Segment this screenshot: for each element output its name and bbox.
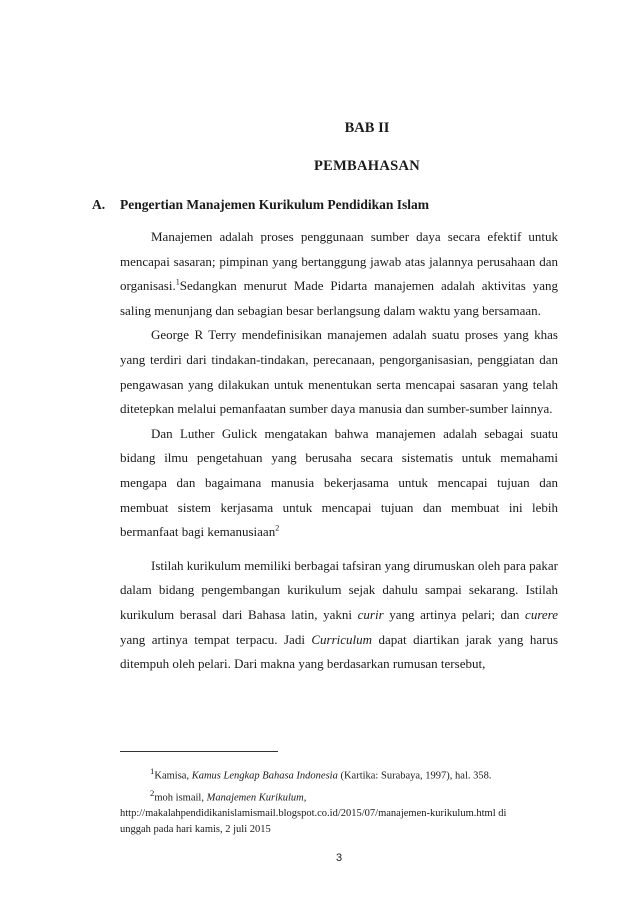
footnote-1-title: Kamus Lengkap Bahasa Indonesia bbox=[191, 770, 338, 782]
footnote-1-number: 1 bbox=[150, 766, 155, 776]
footnote-ref-1: 1 bbox=[175, 277, 180, 287]
section-letter: A. bbox=[92, 197, 106, 212]
paragraph-4 bbox=[120, 554, 558, 677]
paragraph-4-text-a: Istilah kurikulum memiliki berbagai tafsiran yang dirumuskan oleh para pakar dalam bidang pengembangan kurikulum sejak dahulu sampai sekarang. Istilah kurikulum berasal dari Bahasa latin, yakni bbox=[120, 557, 558, 622]
page-number: 3 bbox=[335, 852, 343, 864]
footnote-1-author: Kamisa, bbox=[154, 770, 192, 782]
paragraph-4-text-d: dapat diartikan jarak yang harus ditempuh oleh pelari. Dari makna yang berdasarkan rumusan tersebut, bbox=[120, 631, 558, 672]
chapter-title: PEMBAHASAN bbox=[313, 158, 421, 174]
paragraph-3 bbox=[120, 422, 558, 545]
paragraph-2: George R Terry mendefinisikan manajemen adalah suatu proses yang khas yang terdiri dari tindakan-tindakan, perecanaan, pengorganisasian, penggiatan dan pengawasan yang dilakukan untuk menentukan serta mencapai sasaran yang telah ditetepkan melalui pemanfaatan sumber daya manusia dan sumber-sumber lainnya. bbox=[120, 327, 558, 417]
footnote-2 bbox=[120, 785, 560, 807]
paragraph-4-text-b: yang artinya pelari; dan bbox=[383, 606, 526, 622]
term-curere: curere bbox=[525, 606, 559, 622]
body-text bbox=[120, 225, 558, 677]
footnote-divider bbox=[120, 751, 278, 752]
footnote-2-url[interactable]: http://makalahpendidikanislamismail.blogspot.co.id/2015/07/manajemen-kurikulum.html di bbox=[120, 808, 507, 819]
term-curir: curir bbox=[357, 606, 384, 622]
paragraph-3-text: Dan Luther Gulick mengatakan bahwa manajemen adalah sebagai suatu bidang ilmu pengetahuan yang berusaha secara sistematis untuk memahami mengapa dan bagaimana manusia bekerjasama untuk mencapai tujuan dan membuat sistem kerjasama untuk mencapai tujuan dan membuat ini lebih bermanfaat bagi kemanusiaan bbox=[120, 425, 558, 540]
paragraph-1-text-a: Manajemen adalah proses penggunaan sumber daya secara efektif untuk mencapai sasaran; pimpinan yang bertanggung jawab atas jalannya perusahaan dan organisasi. bbox=[120, 229, 558, 294]
section-title: Pengertian Manajemen Kurikulum Pendidikan Islam bbox=[120, 197, 430, 212]
paragraph-1 bbox=[120, 225, 558, 323]
footnote-1 bbox=[120, 763, 560, 785]
footnote-ref-2: 2 bbox=[275, 523, 280, 533]
paragraph-4-text-c: yang artinya tempat terpacu. Jadi bbox=[120, 631, 312, 647]
chapter-heading: BAB II bbox=[344, 120, 390, 136]
footnote-2-title: Manajemen Kurikulum, bbox=[206, 792, 307, 803]
term-curriculum: Curriculum bbox=[311, 631, 373, 647]
paragraph-1-text-b: Sedangkan menurut Made Pidarta manajemen adalah aktivitas yang saling menunjang dan sebagian besar berlangsung dalam waktu yang bersamaan. bbox=[120, 278, 558, 318]
footnote-2-number: 2 bbox=[150, 787, 155, 798]
footnote-2-author: moh ismail, bbox=[154, 792, 207, 803]
footnote-1-details: (Kartika: Surabaya, 1997), hal. 358. bbox=[337, 770, 492, 782]
footnote-2-details: unggah pada hari kamis, 2 juli 2015 bbox=[120, 824, 271, 835]
footnotes bbox=[120, 763, 560, 838]
